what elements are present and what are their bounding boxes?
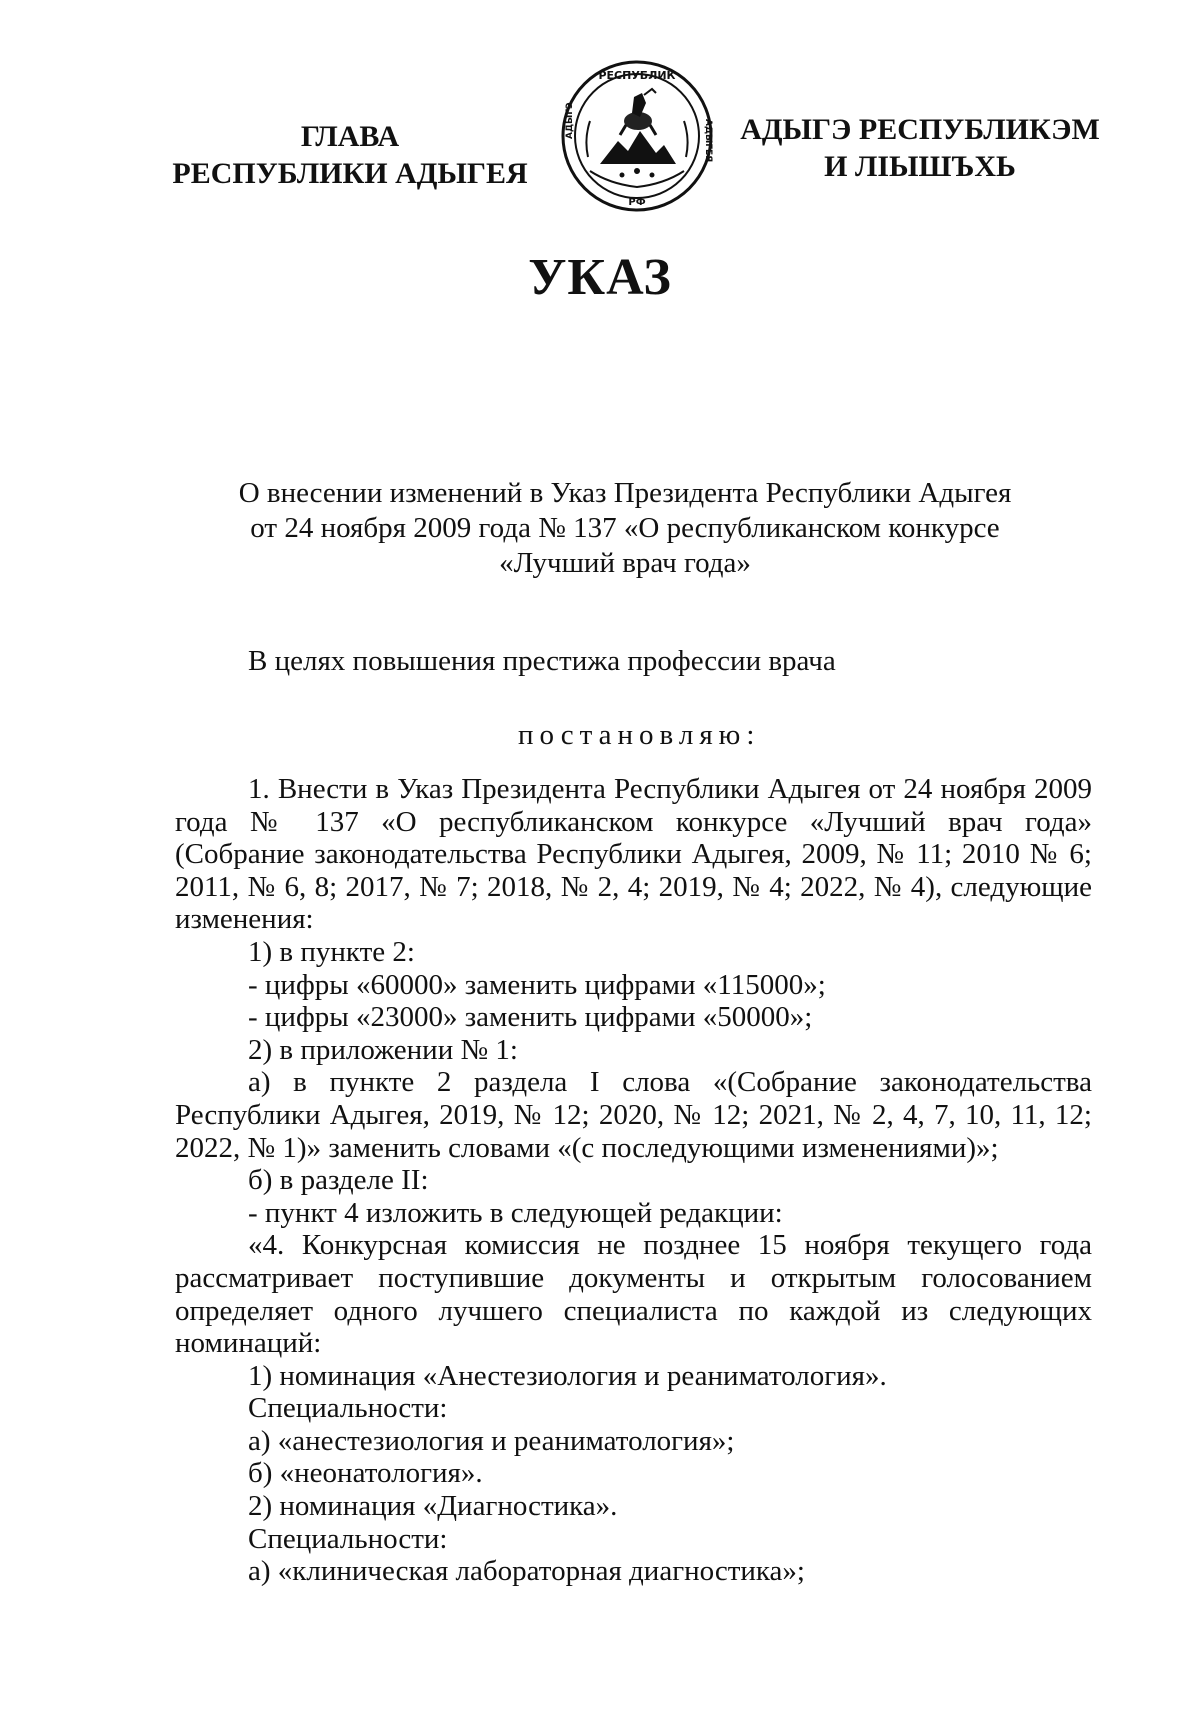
document-body — [175, 773, 1092, 1588]
coat-of-arms-icon — [560, 59, 714, 213]
emblem-text-right: АДЫГЕЯ — [703, 119, 713, 163]
issuer-title-line2: РЕСПУБЛИКИ АДЫГЕЯ — [172, 157, 528, 190]
body-paragraph: «4. Конкурсная комиссия не позднее 15 ноября текущего года рассматривает поступившие документы и открытым голосованием определяет одного лучшего специалиста по каждой из следующих номинаций: — [175, 1229, 1092, 1360]
body-paragraph: - пункт 4 изложить в следующей редакции: — [248, 1196, 783, 1229]
body-paragraph: 1) в пункте 2: — [248, 935, 415, 968]
body-paragraph: а) «анестезиология и реаниматология»; — [248, 1424, 735, 1457]
subject-line: О внесении изменений в Указ Президента Республики Адыгея — [238, 477, 1012, 509]
subject-line: «Лучший врач года» — [499, 547, 751, 579]
body-paragraph: 1) номинация «Анестезиология и реаниматология». — [248, 1359, 887, 1392]
body-paragraph: Специальности: — [248, 1522, 448, 1555]
issuer-title-russian — [170, 118, 530, 192]
body-paragraph: - цифры «23000» заменить цифрами «50000»; — [248, 1001, 813, 1034]
emblem-text-top: РЕСПУБЛИК — [598, 69, 676, 82]
emblem-text-bottom: РФ — [628, 197, 646, 208]
preamble: В целях повышения престижа профессии врача — [248, 645, 836, 677]
document-subject — [230, 476, 1020, 581]
body-paragraph: Специальности: — [248, 1392, 448, 1425]
body-paragraph: б) в разделе II: — [248, 1164, 429, 1197]
document-title: УКАЗ — [528, 249, 672, 306]
issuer-title-adyghe-line2: И ЛIЫШЪХЬ — [824, 150, 1016, 183]
issuer-title-line1: ГЛАВА — [300, 120, 400, 153]
subject-line: от 24 ноября 2009 года № 137 «О республиканском конкурсе — [250, 512, 1000, 544]
emblem-text-left: АДЫГЭ — [565, 102, 575, 139]
body-paragraph: а) в пункте 2 раздела I слова «(Собрание законодательства Республики Адыгея, 2019, № 12; 2020, № 12; 2021, № 2, 4, 7, 10, 11, 12; 2022, № 1)» заменить словами «(с последующими изменениями)»; — [175, 1066, 1092, 1164]
body-paragraph: а) «клиническая лабораторная диагностика»; — [248, 1555, 805, 1588]
body-paragraph: 2) номинация «Диагностика». — [248, 1490, 618, 1523]
decree-word: постановляю: — [518, 719, 761, 751]
issuer-title-adyghe — [740, 111, 1100, 185]
body-paragraph: б) «неонатология». — [248, 1457, 483, 1490]
body-paragraph: - цифры «60000» заменить цифрами «115000»; — [248, 968, 826, 1001]
body-paragraph: 1. Внести в Указ Президента Республики Адыгея от 24 ноября 2009 года № 137 «О республиканском конкурсе «Лучший врач года» (Собрание законодательства Республики Адыгея, 2009, № 11; 2010 № 6; 2011, № 6, 8; 2017, № 7; 2018, № 2, 4; 2019, № 4; 2022, № 4), следующие изменения: — [175, 773, 1092, 936]
issuer-title-adyghe-line1: АДЫГЭ РЕСПУБЛИКЭМ — [740, 113, 1100, 146]
body-paragraph: 2) в приложении № 1: — [248, 1033, 518, 1066]
